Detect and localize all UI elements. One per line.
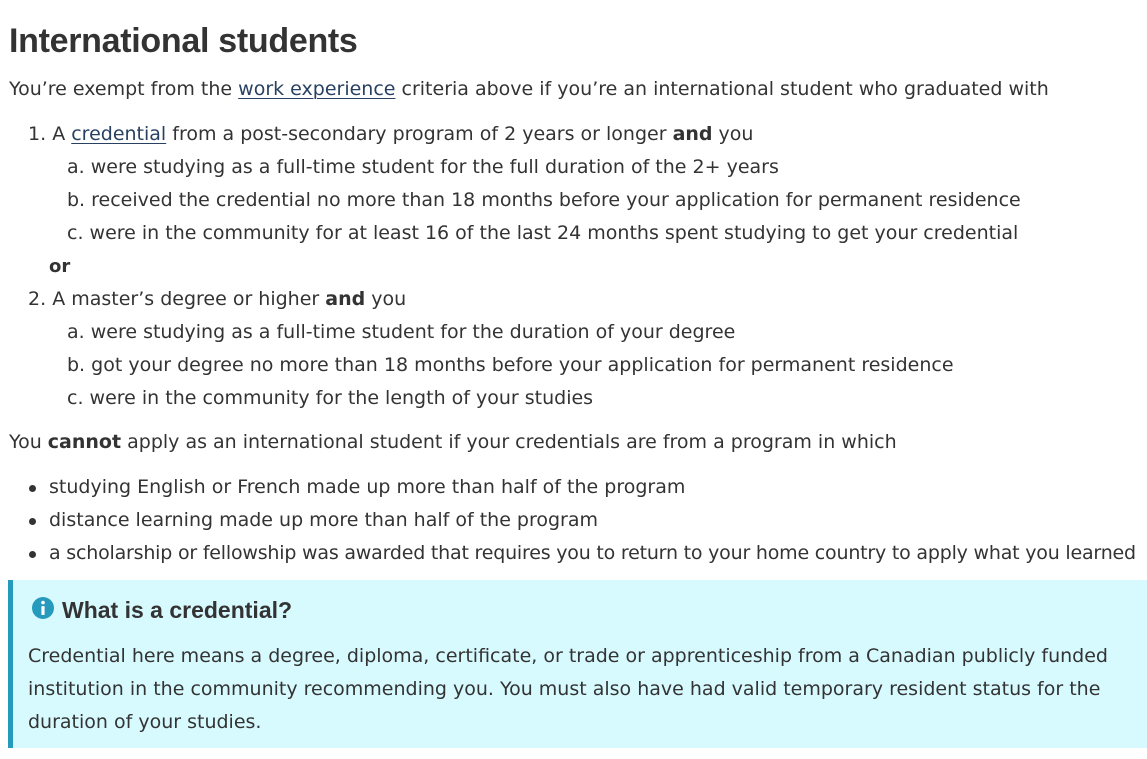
sub-list-text: got your degree no more than 18 months before your application for permanent residence <box>91 354 954 376</box>
credential-link[interactable]: credential <box>71 123 167 145</box>
sub-list-letter: a. <box>67 321 85 343</box>
or-separator: or <box>49 256 71 277</box>
cannot-paragraph <box>9 433 897 452</box>
bullet-icon <box>29 485 36 492</box>
list-number: 1. <box>28 123 47 145</box>
intro-text-before: You’re exempt from the <box>9 78 239 100</box>
sub-list-text: were in the community for the length of your studies <box>89 387 594 409</box>
sub-list-letter: c. <box>67 387 84 409</box>
list-item-bold: and <box>325 288 366 310</box>
cannot-text-after: apply as an international student if your credentials are from a program in which <box>121 431 897 453</box>
sub-list-item <box>67 158 779 177</box>
list-item-text-middle: from a post-secondary program of 2 years or longer <box>166 123 673 145</box>
bullet-icon <box>29 551 36 558</box>
work-experience-link[interactable]: work experience <box>238 78 396 100</box>
bullet-icon <box>29 518 36 525</box>
sub-list-letter: b. <box>67 354 86 376</box>
bullet-item: studying English or French made up more than half of the program <box>49 476 686 498</box>
sub-list-item <box>67 191 1021 210</box>
list-item-text-end: you <box>712 123 754 145</box>
list-item-bold: and <box>672 123 713 145</box>
sub-list-text: were in the community for at least 16 of the last 24 months spent studying to get your credential <box>89 222 1019 244</box>
cannot-bold: cannot <box>47 431 122 453</box>
sub-list-item <box>67 323 735 342</box>
intro-paragraph <box>9 80 1049 99</box>
list-item-text-start: A <box>52 123 72 145</box>
list-item-masters <box>28 290 406 309</box>
info-icon <box>32 597 54 619</box>
cannot-text-before: You <box>9 431 48 453</box>
sub-list-item <box>67 389 593 408</box>
info-alert <box>8 580 1147 748</box>
list-item-credential <box>28 125 753 144</box>
list-item-text-start: A master’s degree or higher <box>52 288 326 310</box>
alert-title: What is a credential? <box>62 597 293 623</box>
alert-body: Credential here means a degree, diploma, certificate, or trade or apprenticeship from a Canadian publicly funded institution in the community recommending you. You must also have had valid temporary resident status for the duration of your studies. <box>28 645 1108 733</box>
sub-list-letter: a. <box>67 156 85 178</box>
page-title: International students <box>9 22 358 60</box>
sub-list-text: were studying as a full-time student for the full duration of the 2+ years <box>90 156 779 178</box>
bullet-item: a scholarship or fellowship was awarded that requires you to return to your home country to apply what you learned <box>49 542 1136 564</box>
intro-text-after: criteria above if you’re an international student who graduated with <box>395 78 1049 100</box>
sub-list-text: were studying as a full-time student for the duration of your degree <box>90 321 736 343</box>
sub-list-item <box>67 224 1018 243</box>
bullet-item: distance learning made up more than half of the program <box>49 509 599 531</box>
list-item-text-end: you <box>365 288 407 310</box>
sub-list-letter: c. <box>67 222 84 244</box>
sub-list-item <box>67 356 954 375</box>
list-number: 2. <box>28 288 47 310</box>
sub-list-letter: b. <box>67 189 86 211</box>
sub-list-text: received the credential no more than 18 months before your application for permanent residence <box>91 189 1021 211</box>
